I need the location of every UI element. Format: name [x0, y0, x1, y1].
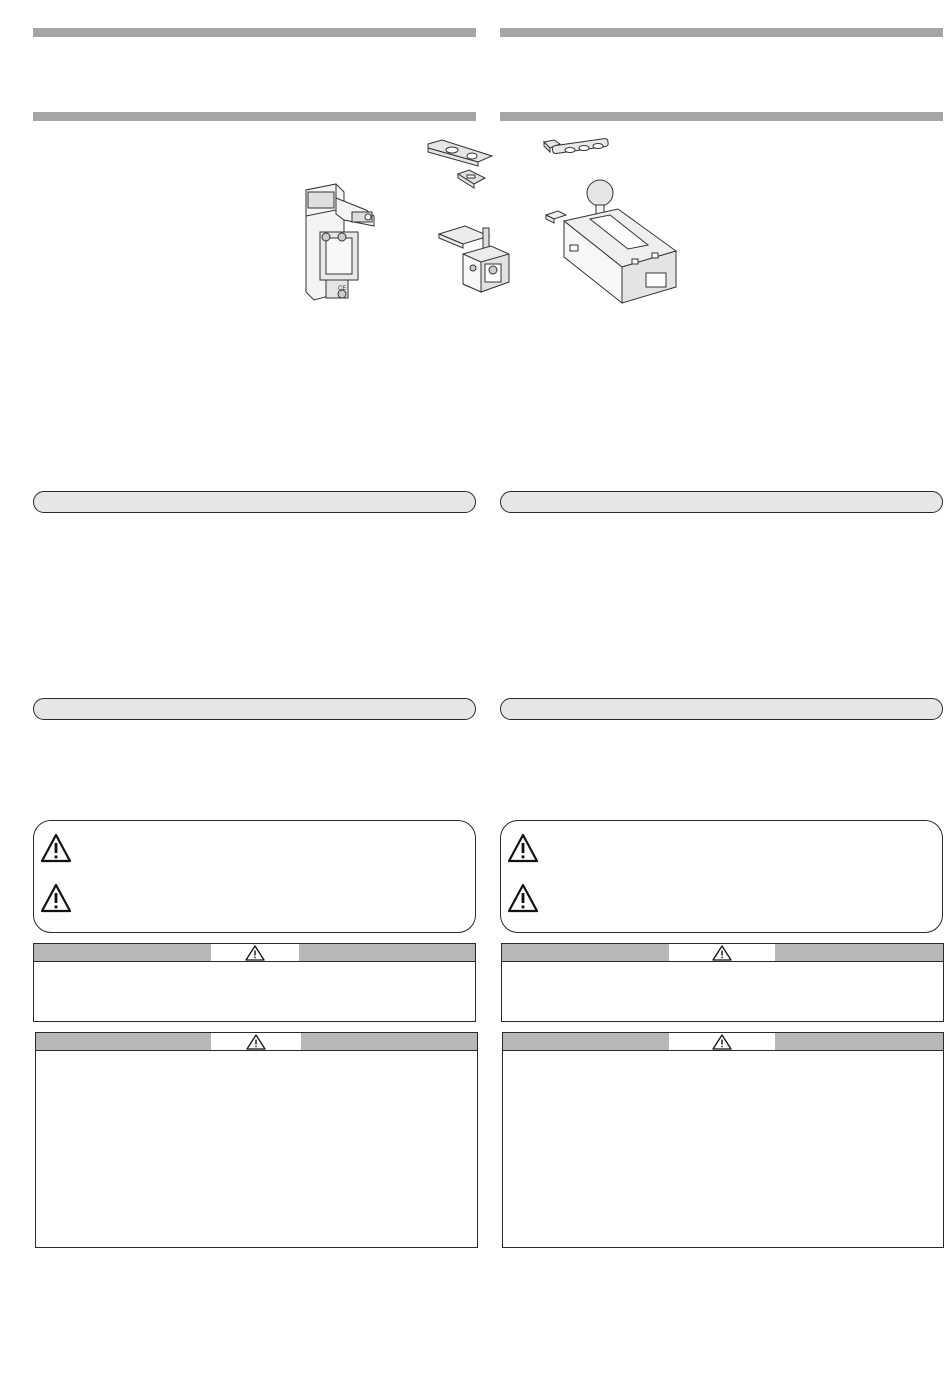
warning-triangle-icon	[712, 945, 732, 961]
warning-box-right	[500, 820, 943, 933]
panel-header	[34, 944, 475, 962]
section-header-left-1	[33, 491, 476, 513]
panel-header	[502, 944, 943, 962]
warning-triangle-icon	[245, 945, 265, 961]
warning-triangle-icon	[507, 883, 539, 913]
warning-box-left	[33, 820, 476, 933]
header-bar-left-2	[33, 112, 476, 121]
panel-header	[36, 1033, 477, 1051]
caution-panel-left-1	[33, 943, 476, 1022]
section-header-left-2	[33, 698, 476, 720]
safety-switch-illustration	[296, 180, 382, 305]
warning-triangle-icon	[40, 883, 72, 913]
header-bar-right-1	[500, 28, 943, 37]
header-bar-right-2	[500, 112, 943, 121]
panel-header	[503, 1033, 943, 1051]
warning-triangle-icon	[507, 833, 539, 863]
caution-panel-right-2	[502, 1032, 944, 1248]
actuator-key-small-illustration	[455, 168, 487, 190]
warning-triangle-icon	[246, 1034, 266, 1050]
section-header-right-2	[500, 698, 943, 720]
panel-header-slot	[669, 944, 775, 961]
warning-triangle-icon	[40, 833, 72, 863]
warning-triangle-icon	[712, 1034, 732, 1050]
caution-panel-right-1	[501, 943, 944, 1022]
panel-header-slot	[211, 944, 299, 961]
panel-header-slot	[211, 1033, 301, 1050]
actuator-key-angled-illustration	[435, 218, 515, 300]
panel-header-slot	[669, 1033, 775, 1050]
caution-panel-left-2	[35, 1032, 478, 1248]
actuator-key-flat-illustration	[424, 138, 496, 170]
actuator-key-chain-illustration	[540, 138, 612, 170]
section-header-right-1	[500, 491, 943, 513]
sliding-bolt-actuator-illustration	[540, 175, 680, 310]
header-bar-left-1	[33, 28, 476, 37]
svg-text:CE: CE	[338, 286, 347, 292]
